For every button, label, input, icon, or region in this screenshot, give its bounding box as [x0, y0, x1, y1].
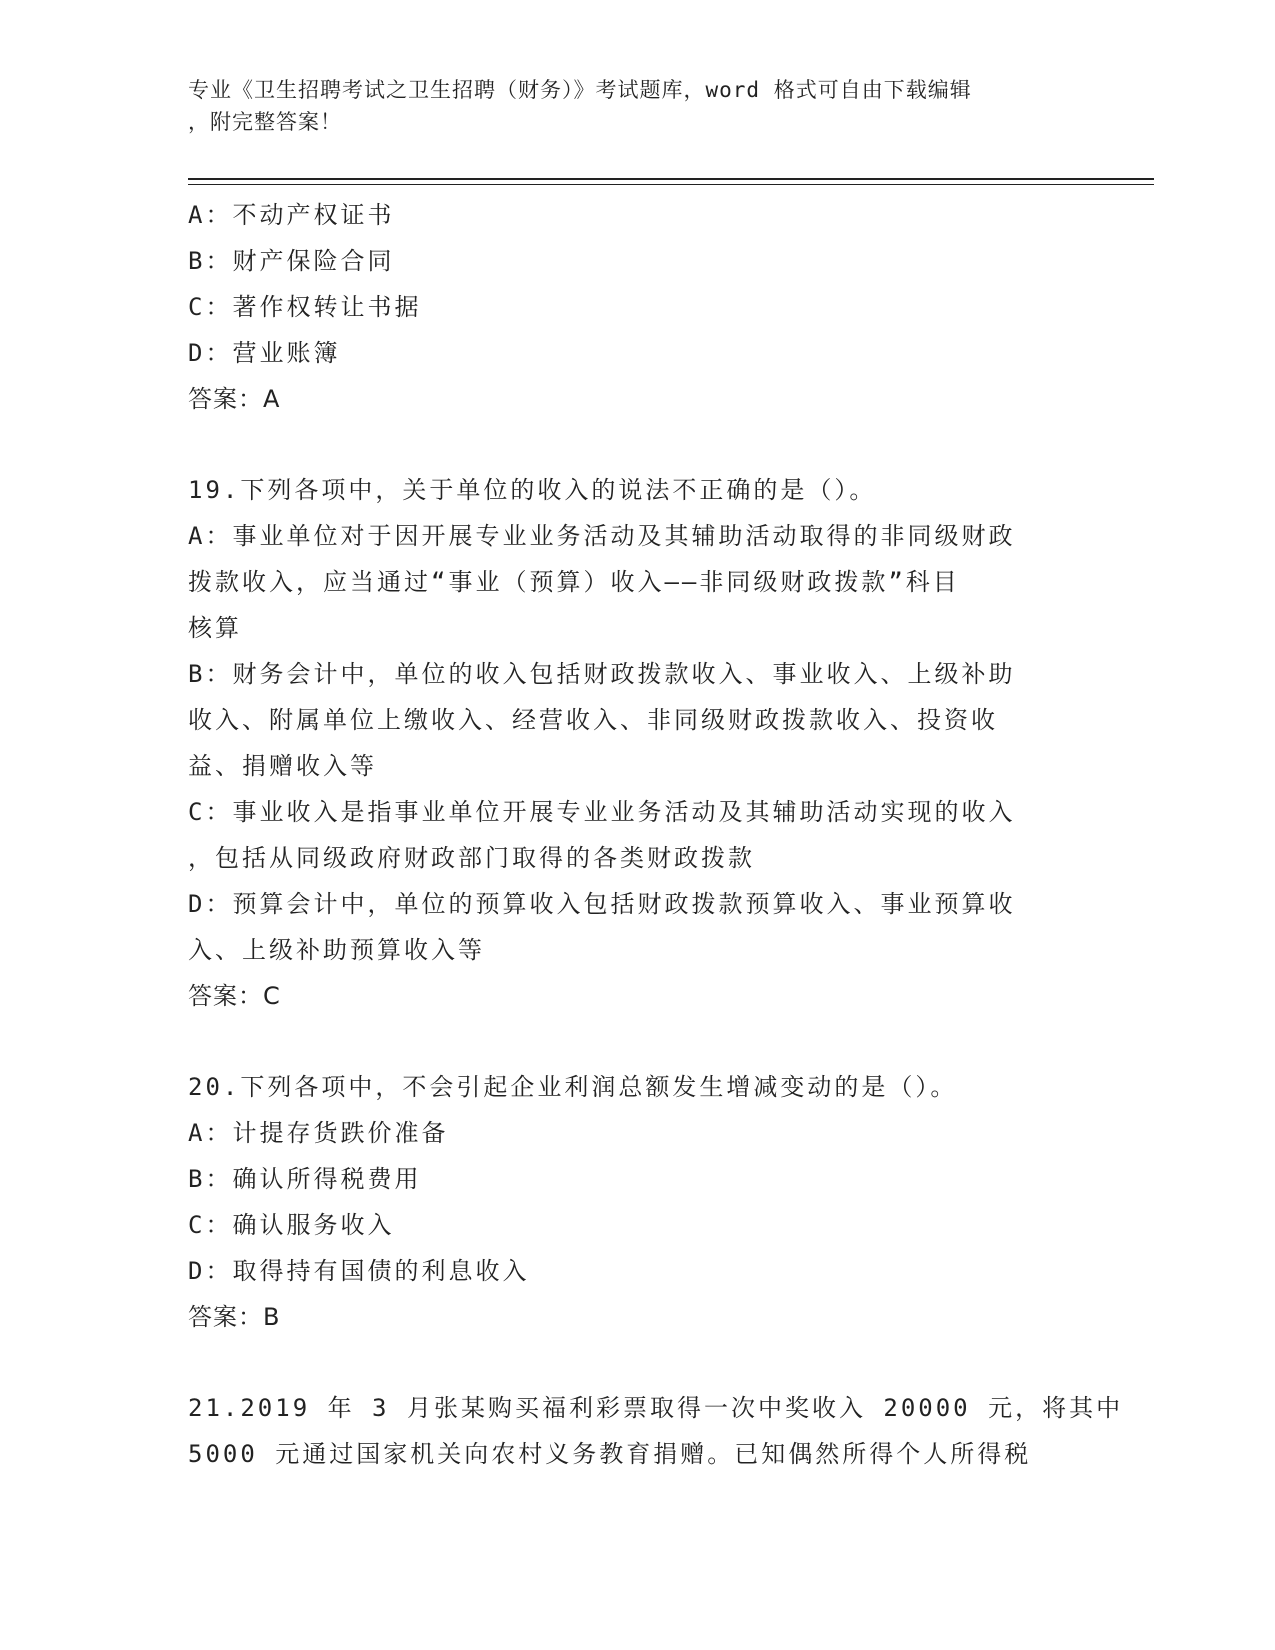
question-content: [188, 192, 1124, 1477]
q18-option-d: D：营业账簿: [188, 339, 341, 367]
q19-option-c-line-2: ，包括从同级政府财政部门取得的各类财政拨款: [188, 844, 755, 872]
q20-option-d: D：取得持有国债的利息收入: [188, 1257, 530, 1285]
header-line-2: ，附完整答案！: [188, 110, 342, 134]
document-header: [188, 74, 1088, 138]
q19-stem: 19.下列各项中，关于单位的收入的说法不正确的是（）。: [188, 476, 877, 504]
q20-stem: 20.下列各项中，不会引起企业利润总额发生增减变动的是（）。: [188, 1073, 958, 1101]
q19-option-a-line-3: 核算: [188, 614, 242, 642]
q18-option-a: A：不动产权证书: [188, 201, 395, 229]
header-divider-thick: [188, 178, 1154, 180]
q19-option-d-line-1: D：预算会计中，单位的预算收入包括财政拨款预算收入、事业预算收: [188, 890, 1016, 918]
q19-option-c-line-1: C：事业收入是指事业单位开展专业业务活动及其辅助活动实现的收入: [188, 798, 1016, 826]
q20-option-a: A：计提存货跌价准备: [188, 1119, 449, 1147]
q19-option-d-line-2: 入、上级补助预算收入等: [188, 936, 485, 964]
q21-line-2: 5000 元通过国家机关向农村义务教育捐赠。已知偶然所得个人所得税: [188, 1440, 1032, 1468]
q20-option-b: B：确认所得税费用: [188, 1165, 422, 1193]
header-line-1: 专业《卫生招聘考试之卫生招聘（财务）》考试题库，word 格式可自由下载编辑: [188, 78, 972, 102]
q19-answer: 答案：C: [188, 982, 281, 1010]
q20-option-c: C：确认服务收入: [188, 1211, 395, 1239]
q19-option-a-line-1: A：事业单位对于因开展专业业务活动及其辅助活动取得的非同级财政: [188, 522, 1016, 550]
q19-option-b-line-1: B：财务会计中，单位的收入包括财政拨款收入、事业收入、上级补助: [188, 660, 1016, 688]
q19-option-b-line-2: 收入、附属单位上缴收入、经营收入、非同级财政拨款收入、投资收: [188, 706, 998, 734]
q20-answer: 答案：B: [188, 1303, 281, 1331]
q18-answer: 答案：A: [188, 385, 281, 413]
q18-option-c: C：著作权转让书据: [188, 293, 422, 321]
header-divider-thin: [188, 184, 1154, 185]
q21-line-1: 21.2019 年 3 月张某购买福利彩票取得一次中奖收入 20000 元，将其中: [188, 1394, 1124, 1422]
q18-option-b: B：财产保险合同: [188, 247, 395, 275]
q19-option-a-line-2: 拨款收入，应当通过“事业（预算）收入——非同级财政拨款”科目: [188, 568, 960, 596]
q19-option-b-line-3: 益、捐赠收入等: [188, 752, 377, 780]
